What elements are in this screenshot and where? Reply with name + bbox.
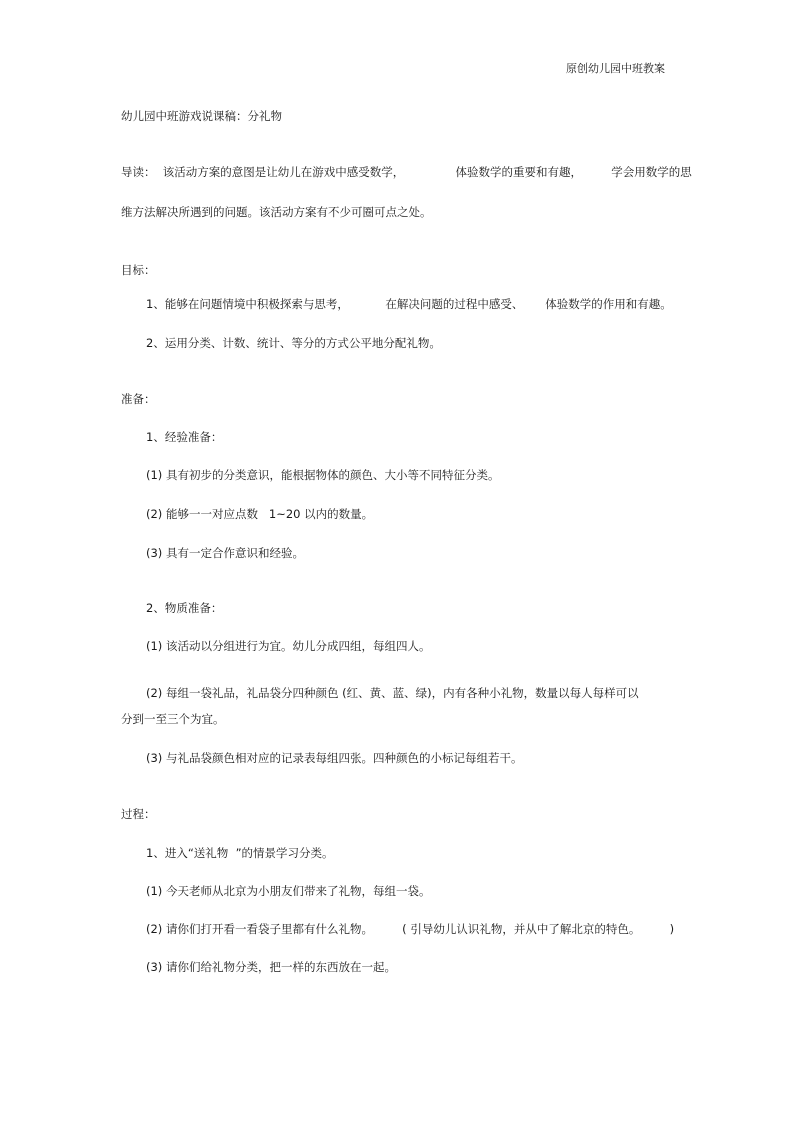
experience-prep-heading: 1、经验准备： [146, 430, 223, 444]
material-prep-item: (1) 该活动以分组进行为宜。幼儿分成四组，每组四人。 [146, 639, 431, 653]
experience-prep-item: (2) 能够一一对应点数 1~20 以内的数量。 [146, 507, 374, 521]
process-step-item: (3) 请你们给礼物分类，把一样的东西放在一起。 [146, 960, 396, 974]
process-step-item: (1) 今天老师从北京为小朋友们带来了礼物，每组一袋。 [146, 884, 431, 898]
page-header: 原创幼儿园中班教案 [566, 62, 665, 75]
goals-heading: 目标： [121, 263, 156, 277]
process-heading: 过程： [121, 807, 156, 821]
intro-line-2: 维方法解决所遇到的问题。该活动方案有不少可圈可点之处。 [121, 205, 432, 219]
preparation-heading: 准备： [121, 392, 156, 406]
material-prep-heading: 2、物质准备： [146, 601, 223, 615]
goal-item: 2、运用分类、计数、统计、等分的方式公平地分配礼物。 [146, 336, 441, 350]
experience-prep-item: (3) 具有一定合作意识和经验。 [146, 546, 304, 560]
document-title: 幼儿园中班游戏说课稿：分礼物 [121, 109, 282, 123]
intro-line-1: 导读： 该活动方案的意图是让幼儿在游戏中感受数学， 体验数学的重要和有趣， 学会用数学的思 [121, 165, 692, 179]
material-prep-item-continuation: 分到一至三个为宜。 [121, 712, 225, 726]
experience-prep-item: (1) 具有初步的分类意识，能根据物体的颜色、大小等不同特征分类。 [146, 468, 500, 482]
process-step-item: (2) 请你们打开看一看袋子里都有什么礼物。 ( 引导幼儿认识礼物，并从中了解北京的特色。 ) [146, 922, 675, 936]
material-prep-item: (2) 每组一袋礼品，礼品袋分四种颜色 (红、黄、蓝、绿)，内有各种小礼物，数量以每人每样可以 [146, 686, 639, 700]
material-prep-item: (3) 与礼品袋颜色相对应的记录表每组四张。四种颜色的小标记每组若干。 [146, 751, 523, 765]
process-step-heading: 1、进入“送礼物 ”的情景学习分类。 [146, 846, 334, 860]
goal-item: 1、能够在问题情境中积极探索与思考， 在解决问题的过程中感受、 体验数学的作用和有趣。 [146, 297, 672, 311]
